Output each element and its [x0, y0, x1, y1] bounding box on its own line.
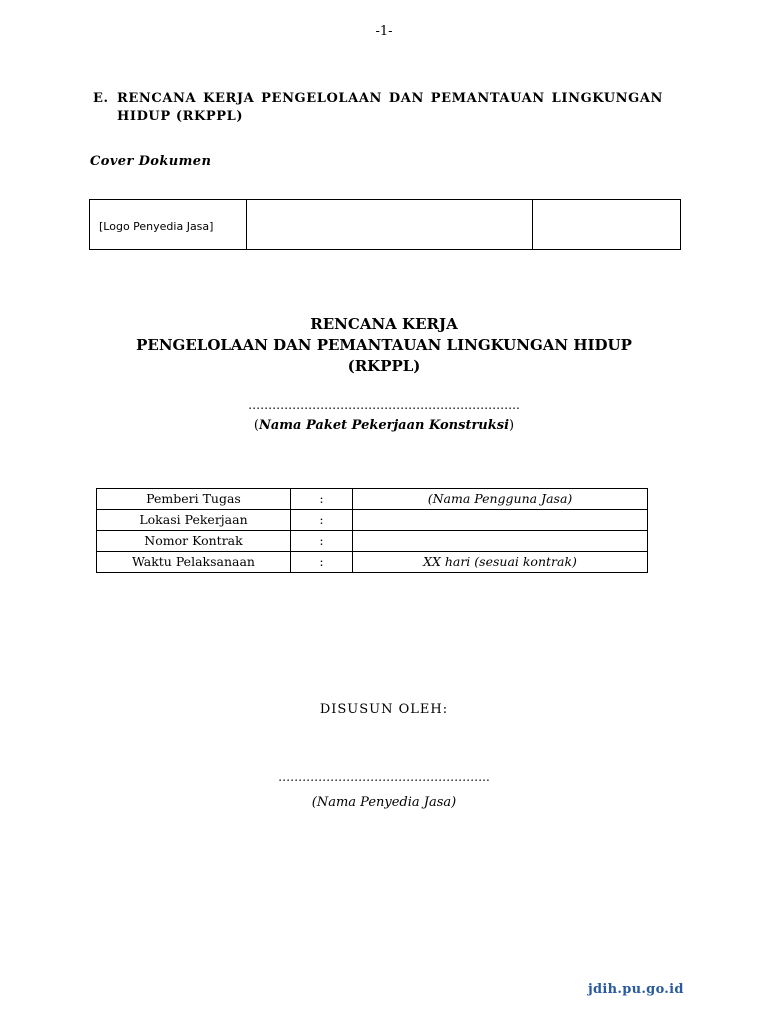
table-row	[97, 489, 648, 510]
title-line-2: PENGELOLAAN DAN PEMANTAUAN LINGKUNGAN HIDUP	[136, 336, 632, 354]
provider-name-caption: (Nama Penyedia Jasa)	[311, 795, 457, 810]
document-title	[0, 314, 768, 377]
row-label: Nomor Kontrak	[97, 531, 291, 552]
row-value: (Nama Pengguna Jasa)	[353, 489, 648, 510]
package-caption-text: Nama Paket Pekerjaan Konstruksi	[258, 418, 510, 433]
section-letter: E.	[93, 91, 109, 106]
cover-label: Cover Dokumen	[90, 154, 212, 169]
title-line-1: RENCANA KERJA	[310, 315, 458, 333]
table-row	[97, 510, 648, 531]
open-paren: (	[253, 418, 259, 433]
provider-name-dots: ……………………………………………..	[278, 770, 490, 784]
row-label: Waktu Pelaksanaan	[97, 552, 291, 573]
page-number: -1-	[375, 24, 393, 39]
row-label: Pemberi Tugas	[97, 489, 291, 510]
title-line-3: (RKPPL)	[347, 357, 421, 375]
table-row	[97, 552, 648, 573]
row-value: XX hari (sesuai kontrak)	[353, 552, 648, 573]
row-label: Lokasi Pekerjaan	[97, 510, 291, 531]
close-paren: )	[509, 418, 515, 433]
row-value	[353, 510, 648, 531]
logo-middle-cell	[247, 200, 533, 250]
prepared-by-label: DISUSUN OLEH:	[319, 702, 449, 717]
logo-right-cell	[533, 200, 681, 250]
watermark-text: jdih.pu.go.id	[588, 982, 684, 997]
row-separator: :	[291, 510, 353, 531]
section-heading	[93, 90, 663, 126]
logo-box-table	[89, 199, 681, 250]
row-value	[353, 531, 648, 552]
row-separator: :	[291, 489, 353, 510]
row-separator: :	[291, 531, 353, 552]
logo-cell	[90, 200, 247, 250]
row-separator: :	[291, 552, 353, 573]
logo-placeholder: [Logo Penyedia Jasa]	[99, 220, 214, 233]
table-row	[97, 531, 648, 552]
info-table	[96, 488, 648, 573]
section-title: RENCANA KERJA PENGELOLAAN DAN PEMANTAUAN LINGKUNGAN HIDUP (RKPPL)	[117, 91, 663, 124]
package-name-caption	[0, 418, 768, 433]
package-name-dots: …………………………………………………………..	[248, 398, 520, 412]
